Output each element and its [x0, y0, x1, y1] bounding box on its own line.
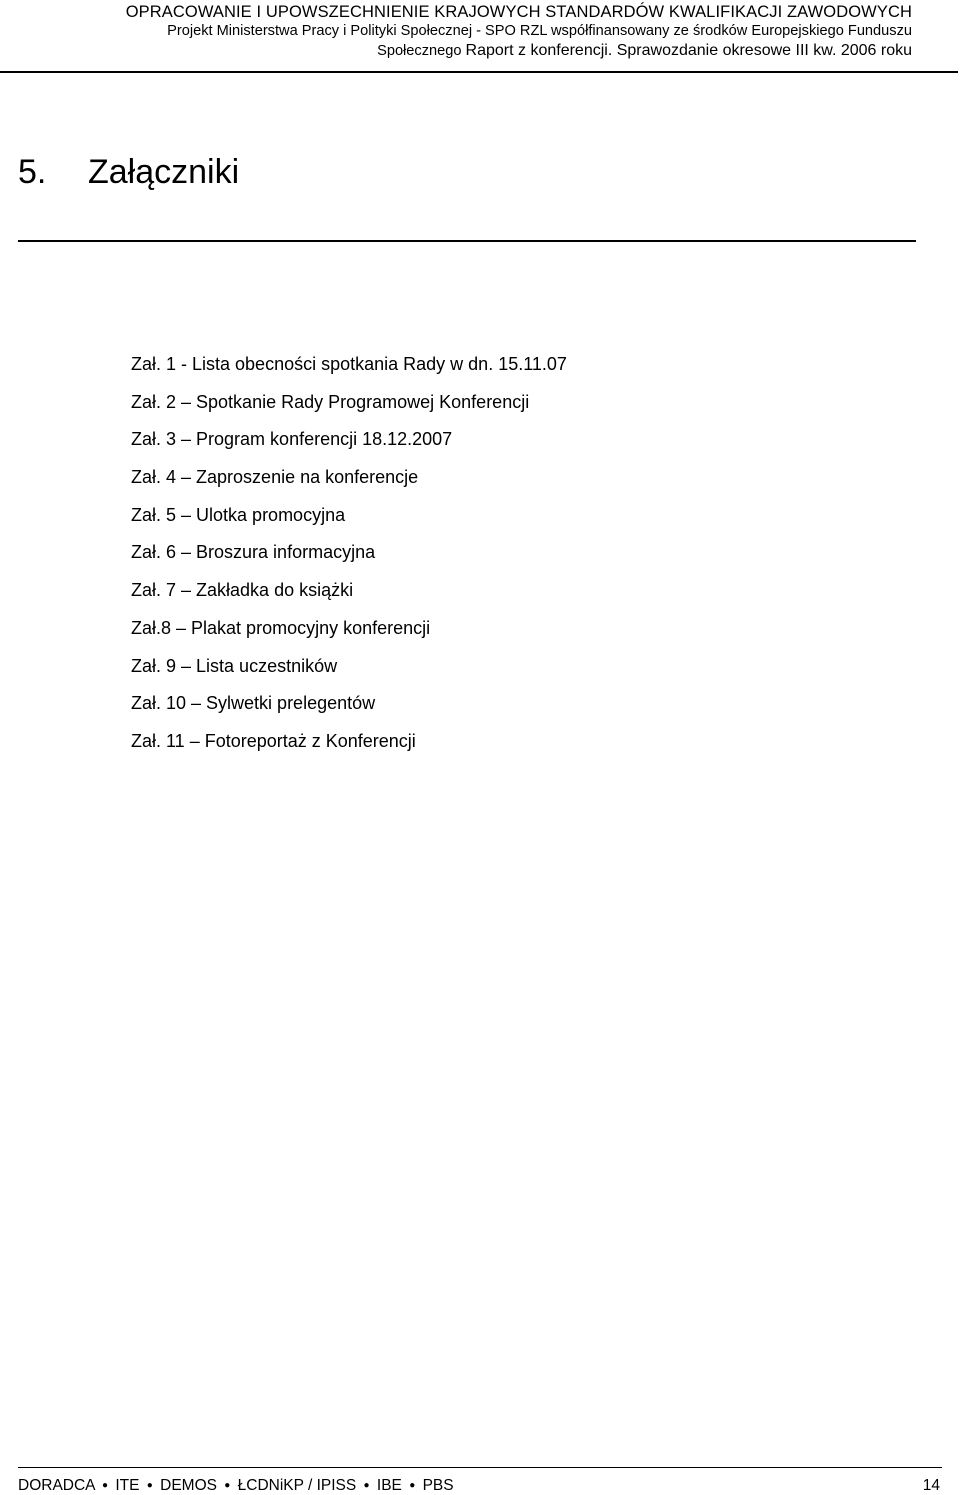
- bullet-separator-icon: ●: [409, 1480, 416, 1491]
- partner-doradca: DORADCA: [18, 1477, 95, 1494]
- attachment-item: Zał. 5 – Ulotka promocyjna: [131, 504, 346, 525]
- attachment-item: Zał. 2 – Spotkanie Rady Programowej Konferencji: [131, 391, 530, 412]
- header-project-sponsor: Projekt Ministerstwa Pracy i Polityki Społecznej - SPO RZL współfinansowany ze środków Europejskiego Funduszu: [167, 23, 912, 39]
- bullet-separator-icon: ●: [101, 1480, 109, 1491]
- header-project-title: OPRACOWANIE I UPOWSZECHNIENIE KRAJOWYCH STANDARDÓW KWALIFIKACJI ZAWODOWYCH: [125, 3, 912, 21]
- attachment-item: Zał. 6 – Broszura informacyjna: [131, 542, 376, 563]
- partner-pbs: PBS: [422, 1477, 454, 1494]
- partner-ite: ITE: [115, 1477, 140, 1494]
- attachment-item: Zał. 10 – Sylwetki prelegentów: [131, 693, 376, 714]
- page-header: [0, 0, 960, 72]
- bullet-separator-icon: ●: [224, 1480, 231, 1491]
- attachment-item: Zał. 7 – Zakładka do książki: [131, 580, 354, 601]
- footer-partners: [18, 1477, 454, 1495]
- attachment-item: Zał.8 – Plakat promocyjny konferencji: [131, 617, 431, 638]
- partner-ibe: IBE: [376, 1477, 402, 1494]
- section-number: 5.: [18, 153, 47, 191]
- partner-demos: DEMOS: [160, 1477, 217, 1494]
- page-number: 14: [922, 1477, 940, 1494]
- attachment-item: Zał. 4 – Zaproszenie na konferencje: [131, 467, 419, 488]
- header-report-info: [377, 42, 912, 60]
- attachments-list: [131, 350, 567, 765]
- attachment-item: Zał. 11 – Fotoreportaż z Konferencji: [131, 730, 416, 751]
- footer-divider: [18, 1467, 942, 1468]
- partner-lcdnikp-ipiss: ŁCDNiKP / IPISS: [237, 1477, 357, 1494]
- section-heading-divider: [18, 240, 916, 242]
- bullet-separator-icon: ●: [363, 1480, 370, 1491]
- attachment-item: Zał. 3 – Program konferencji 18.12.2007: [131, 429, 453, 450]
- section-heading: [18, 153, 239, 192]
- attachment-item: Zał. 1 - Lista obecności spotkania Rady w dn. 15.11.07: [131, 354, 567, 374]
- bullet-separator-icon: ●: [146, 1480, 153, 1491]
- header-divider: [0, 71, 958, 73]
- header-report-title: Raport z konferencji. Sprawozdanie okresowe III kw. 2006 roku: [465, 42, 912, 59]
- header-sponsor-continuation: Społecznego: [377, 43, 466, 59]
- attachment-item: Zał. 9 – Lista uczestników: [131, 655, 338, 676]
- section-title: Załączniki: [88, 153, 240, 191]
